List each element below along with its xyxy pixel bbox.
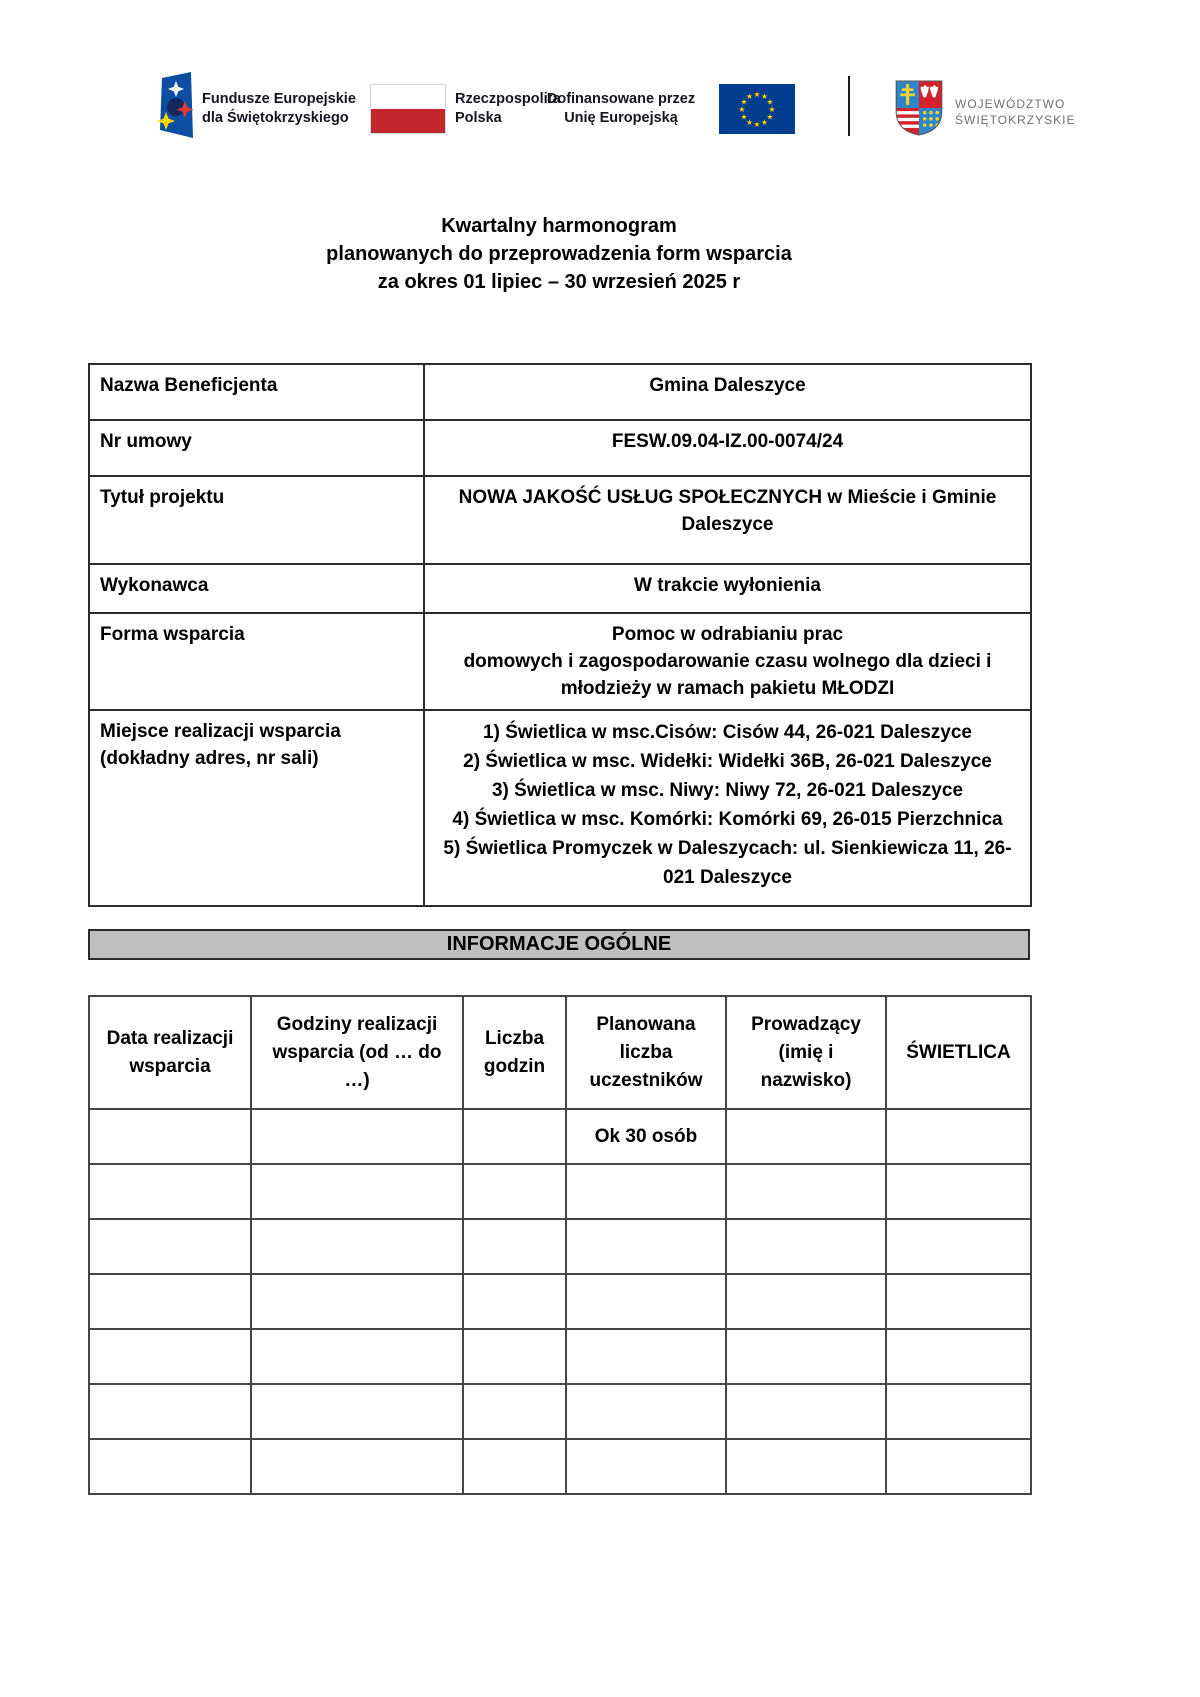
beneficiary-info-table — [88, 363, 1032, 907]
svg-text:★: ★ — [753, 120, 761, 129]
svg-text:★: ★ — [745, 118, 754, 127]
row-value: Gmina Daleszyce — [424, 364, 1031, 420]
title-line-2: planowanych do przeprowadzenia form wsparcia — [326, 243, 792, 265]
schedule-cell — [566, 1219, 726, 1274]
schedule-cell — [726, 1109, 886, 1164]
schedule-cell — [886, 1439, 1031, 1494]
row-value: NOWA JAKOŚĆ USŁUG SPOŁECZNYCH w Mieście i Gminie Daleszyce — [424, 476, 1031, 564]
eu-funds-logo-caption — [202, 90, 356, 128]
svg-text:★: ★ — [760, 92, 769, 101]
schedule-row — [89, 1109, 1031, 1164]
svg-text:★: ★ — [740, 112, 748, 122]
svg-text:★: ★ — [766, 112, 774, 122]
svg-text:★: ★ — [738, 105, 746, 114]
schedule-cell — [251, 1219, 463, 1274]
schedule-cell — [886, 1164, 1031, 1219]
schedule-row — [89, 1329, 1031, 1384]
schedule-row — [89, 1274, 1031, 1329]
row-value: FESW.09.04-IZ.00-0074/24 — [424, 420, 1031, 476]
poland-caption-line-1: Rzeczpospolita — [455, 91, 561, 107]
logo-strip — [0, 70, 1200, 150]
schedule-cell — [89, 1439, 251, 1494]
schedule-cell — [726, 1384, 886, 1439]
location-item: 2) Świetlica w msc. Widełki: Widełki 36B, 26-021 Daleszyce — [463, 751, 992, 772]
schedule-cell — [726, 1164, 886, 1219]
row-value — [424, 613, 1031, 710]
column-header-instructor: Prowadzący (imię i nazwisko) — [726, 996, 886, 1109]
info-row-contractor — [89, 564, 1031, 613]
eu-funds-caption-line-2: dla Świętokrzyskiego — [202, 110, 349, 126]
schedule-cell — [251, 1329, 463, 1384]
column-header-hours-range: Godziny realizacji wsparcia (od … do …) — [251, 996, 463, 1109]
info-row-support-form — [89, 613, 1031, 710]
schedule-cell — [566, 1384, 726, 1439]
schedule-row — [89, 1439, 1031, 1494]
schedule-table — [88, 995, 1032, 1495]
title-line-3: za okres 01 lipiec – 30 wrzesień 2025 r — [377, 271, 741, 293]
column-header-date: Data realizacji wsparcia — [89, 996, 251, 1109]
schedule-cell — [89, 1164, 251, 1219]
eu-funds-caption-line-1: Fundusze Europejskie — [202, 91, 356, 107]
svg-text:★: ★ — [740, 97, 748, 107]
support-form-line: domowych i zagospodarowanie czasu wolnego dla dzieci i młodzieży w ramach pakietu MŁODZI — [463, 651, 992, 699]
schedule-cell — [463, 1439, 566, 1494]
schedule-cell — [886, 1219, 1031, 1274]
schedule-cell — [463, 1329, 566, 1384]
poland-flag-icon — [370, 84, 446, 134]
row-label: Nazwa Beneficjenta — [89, 364, 424, 420]
title-line-1: Kwartalny harmonogram — [441, 215, 677, 237]
svg-text:★: ★ — [753, 90, 761, 99]
schedule-cell — [89, 1384, 251, 1439]
schedule-cell — [463, 1384, 566, 1439]
schedule-row — [89, 1219, 1031, 1274]
voivodeship-coat-of-arms-icon — [895, 80, 943, 136]
schedule-cell — [726, 1329, 886, 1384]
schedule-cell — [566, 1439, 726, 1494]
schedule-cell — [463, 1164, 566, 1219]
location-item: 5) Świetlica Promyczek w Daleszycach: ul. Sienkiewicza 11, 26-021 Daleszyce — [443, 838, 1012, 888]
info-row-contract-number — [89, 420, 1031, 476]
support-form-line: Pomoc w odrabianiu prac — [611, 624, 844, 645]
schedule-cell — [463, 1274, 566, 1329]
section-header-bar — [88, 929, 1030, 960]
info-row-beneficiary — [89, 364, 1031, 420]
info-row-support-location — [89, 710, 1031, 906]
row-label: Miejsce realizacji wsparcia (dokładny adres, nr sali) — [89, 710, 424, 906]
logo-divider — [848, 76, 850, 136]
column-header-hours-count: Liczba godzin — [463, 996, 566, 1109]
schedule-cell — [726, 1219, 886, 1274]
svg-text:★: ★ — [760, 118, 769, 127]
location-item: 3) Świetlica w msc. Niwy: Niwy 72, 26-021 Daleszyce — [491, 780, 964, 801]
schedule-cell — [251, 1439, 463, 1494]
schedule-row — [89, 1164, 1031, 1219]
schedule-cell — [566, 1164, 726, 1219]
schedule-cell — [251, 1164, 463, 1219]
column-header-club: ŚWIETLICA — [886, 996, 1031, 1109]
schedule-cell — [463, 1219, 566, 1274]
row-label: Nr umowy — [89, 420, 424, 476]
section-header-label: INFORMACJE OGÓLNE — [446, 933, 672, 955]
schedule-cell — [726, 1274, 886, 1329]
schedule-cell — [566, 1329, 726, 1384]
schedule-row — [89, 1384, 1031, 1439]
schedule-cell — [463, 1109, 566, 1164]
schedule-cell — [886, 1109, 1031, 1164]
svg-text:★: ★ — [745, 92, 754, 101]
voivodeship-caption-line-2: ŚWIĘTOKRZYSKIE — [955, 113, 1076, 127]
eu-cofunding-caption-line-1: Dofinansowane przez — [546, 91, 696, 107]
schedule-cell — [726, 1439, 886, 1494]
row-label: Wykonawca — [89, 564, 424, 613]
eu-funds-flag-icon — [155, 70, 197, 142]
voivodeship-caption-line-1: WOJEWÓDZTWO — [955, 97, 1066, 111]
schedule-cell — [89, 1219, 251, 1274]
eu-flag-icon — [719, 84, 795, 134]
planned-participants-value: Ok 30 osób — [566, 1109, 726, 1164]
row-value — [424, 710, 1031, 906]
row-label: Tytuł projektu — [89, 476, 424, 564]
schedule-cell — [886, 1329, 1031, 1384]
eu-cofunding-caption-line-2: Unię Europejską — [564, 110, 678, 126]
document-title — [88, 212, 1030, 296]
schedule-cell — [886, 1384, 1031, 1439]
row-label: Forma wsparcia — [89, 613, 424, 710]
schedule-cell — [251, 1274, 463, 1329]
schedule-cell — [251, 1109, 463, 1164]
schedule-cell — [566, 1274, 726, 1329]
schedule-cell — [886, 1274, 1031, 1329]
schedule-cell — [89, 1109, 251, 1164]
location-item: 1) Świetlica w msc.Cisów: Cisów 44, 26-021 Daleszyce — [483, 722, 972, 743]
eu-cofunding-caption — [533, 90, 709, 128]
column-header-participants: Planowana liczba uczestników — [566, 996, 726, 1109]
schedule-cell — [251, 1384, 463, 1439]
poland-caption-line-2: Polska — [455, 110, 502, 126]
row-value: W trakcie wyłonienia — [424, 564, 1031, 613]
info-row-project-title — [89, 476, 1031, 564]
schedule-header-row — [89, 996, 1031, 1109]
voivodeship-caption — [955, 96, 1075, 128]
location-item: 4) Świetlica w msc. Komórki: Komórki 69, 26-015 Pierzchnica — [452, 809, 1003, 830]
svg-text:★: ★ — [766, 97, 774, 107]
schedule-cell — [89, 1329, 251, 1384]
schedule-cell — [89, 1274, 251, 1329]
svg-text:★: ★ — [768, 105, 776, 114]
